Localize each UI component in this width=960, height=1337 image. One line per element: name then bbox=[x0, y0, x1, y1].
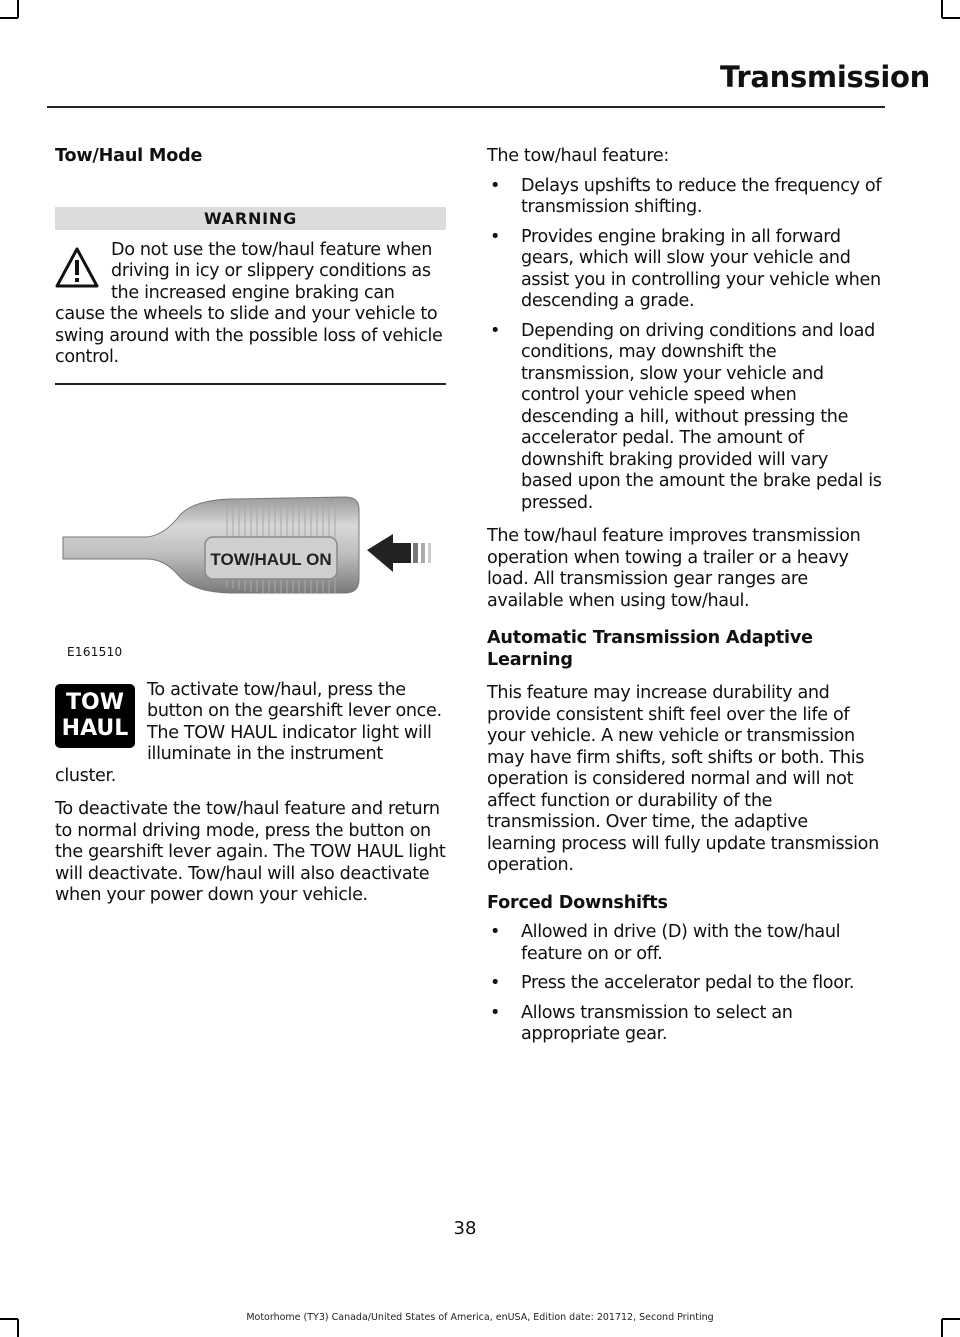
header-divider bbox=[47, 106, 885, 108]
page-footer: Motorhome (TY3) Canada/United States of America, enUSA, Edition date: 201712, Second Printing bbox=[246, 1312, 714, 1323]
left-column bbox=[55, 146, 446, 907]
right-column bbox=[487, 146, 882, 1046]
warning-triangle-icon bbox=[55, 246, 99, 290]
warning-label: WARNING bbox=[55, 207, 446, 230]
crop-mark bbox=[17, 0, 19, 18]
list-item: • Delays upshifts to reduce the frequency of transmission shifting. bbox=[490, 175, 882, 217]
crop-mark bbox=[942, 17, 960, 19]
adaptive-paragraph: This feature may increase durability and provide consistent shift feel over the life of your vehicle. A new vehicle or transmission may have firm shifts, soft shifts or both. This operation is considered normal and will not affect function or durability of the transmission. Over time, the adaptive learning process will fully update transmission operation. bbox=[487, 683, 879, 875]
tow-haul-indicator-icon bbox=[55, 684, 135, 748]
crop-mark bbox=[941, 0, 943, 18]
section-title-tow-haul: Tow/Haul Mode bbox=[55, 146, 203, 166]
indicator-line-2: HAUL bbox=[61, 715, 129, 741]
warning-box bbox=[55, 240, 446, 385]
activate-paragraph: To activate tow/haul, press the button on the gearshift lever once. The TOW HAUL indicator light will illuminate in the instrument cluster. bbox=[55, 679, 442, 786]
list-item: • Provides engine braking in all forward gears, which will slow your vehicle and assist you in controlling your vehicle when descending a grade. bbox=[490, 226, 881, 311]
tow-haul-on-button-label: TOW/HAUL ON bbox=[210, 549, 332, 569]
page-number: 38 bbox=[453, 1218, 477, 1239]
deactivate-paragraph: To deactivate the tow/haul feature and return to normal driving mode, press the button on the gearshift lever again. The TOW HAUL light will deactivate. Tow/haul will also deactivate when your power down your vehicle. bbox=[55, 799, 446, 905]
section-title-forced: Forced Downshifts bbox=[487, 892, 668, 913]
activate-block bbox=[55, 680, 446, 788]
crop-mark bbox=[0, 17, 18, 19]
section-title-adaptive: Automatic Transmission Adaptive Learning bbox=[487, 628, 813, 670]
list-item: • Allowed in drive (D) with the tow/haul feature on or off. bbox=[490, 922, 841, 964]
indicator-line-1: TOW bbox=[66, 689, 124, 715]
list-item: • Press the accelerator pedal to the floor. bbox=[490, 973, 855, 993]
gearshift-lever-figure bbox=[55, 387, 446, 662]
warning-text: Do not use the tow/haul feature when driving in icy or slippery conditions as the increased engine braking can cause the wheels to slide and your vehicle to swing around with the possible loss of vehicle control. bbox=[55, 239, 443, 367]
gearshift-lever-illustration bbox=[55, 387, 446, 662]
list-item: • Allows transmission to select an appropriate gear. bbox=[490, 1002, 793, 1044]
list-item: • Depending on driving conditions and load conditions, may downshift the transmission, slow your vehicle and control your vehicle speed when descending a hill, without pressing the accelerator pedal. The amount of downshift braking provided will vary based upon the amount the brake pedal is pressed. bbox=[490, 320, 882, 513]
page-header-title: Transmission bbox=[720, 60, 930, 94]
improves-paragraph: The tow/haul feature improves transmission operation when towing a trailer or a heavy load. All transmission gear ranges are available when using tow/haul. bbox=[487, 526, 861, 611]
figure-id: E161510 bbox=[67, 644, 123, 659]
feature-intro: The tow/haul feature: bbox=[487, 146, 669, 166]
